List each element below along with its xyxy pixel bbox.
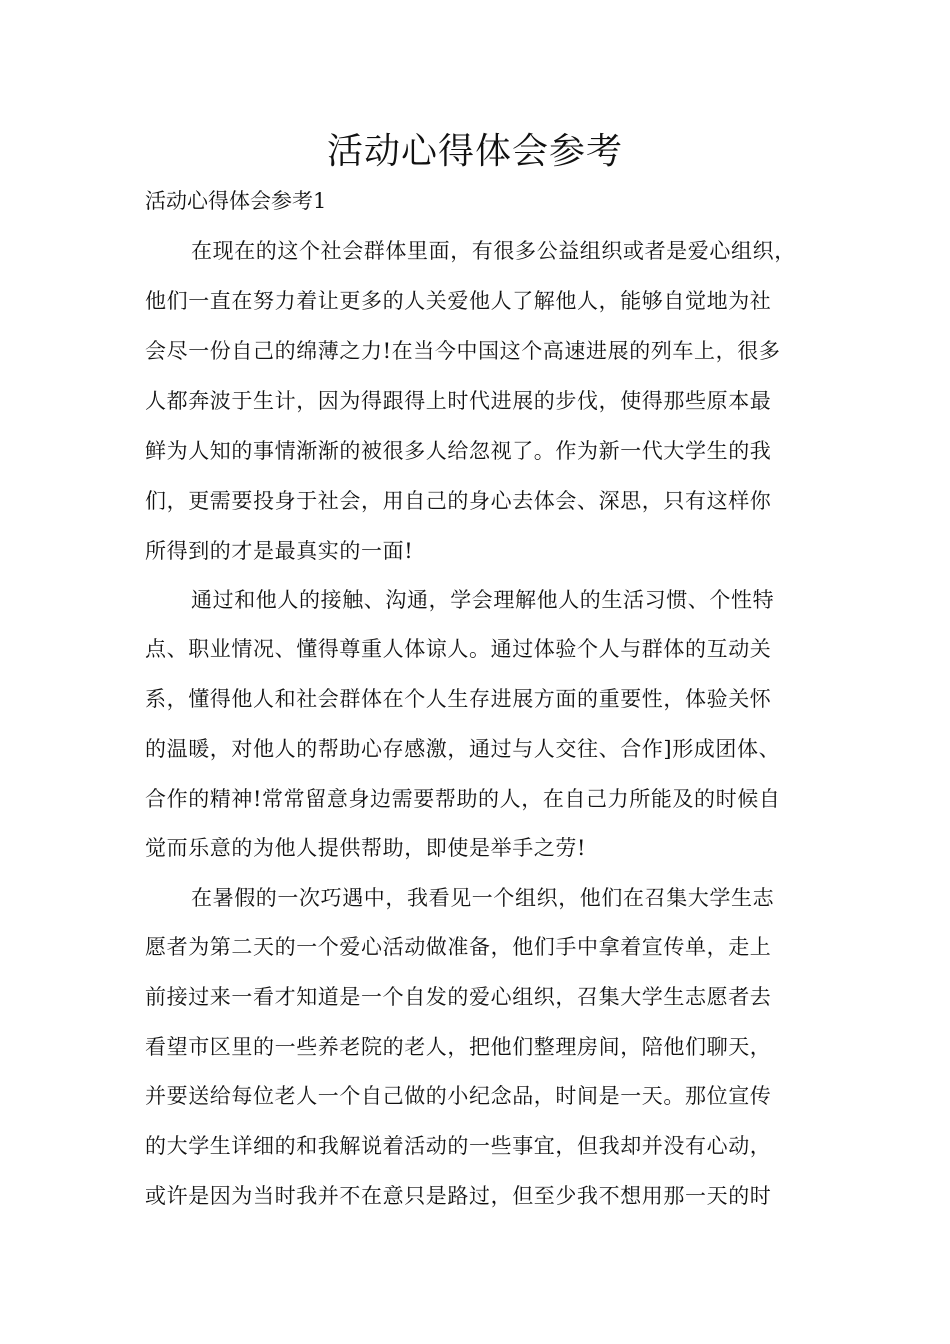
text-line: 在暑假的一次巧遇中，我看见一个组织，他们在召集大学生志 xyxy=(191,886,775,910)
text-line: 并要送给每位老人一个自己做的小纪念品，时间是一天。那位宣传 xyxy=(145,1084,772,1108)
text-line: 的温暖，对他人的帮助心存感激，通过与人交往、合作]形成团体、 xyxy=(145,737,781,761)
document-title: 活动心得体会参考 xyxy=(326,131,623,172)
text-line: 所得到的才是最真实的一面! xyxy=(145,539,414,563)
text-line: 愿者为第二天的一个爱心活动做准备，他们手中拿着宣传单，走上 xyxy=(145,935,772,959)
text-line: 合作的精神!常常留意身边需要帮助的人，在自己力所能及的时候自 xyxy=(145,787,781,811)
text-line: 前接过来一看才知道是一个自发的爱心组织，召集大学生志愿者去 xyxy=(145,985,772,1009)
section-heading: 活动心得体会参考1 xyxy=(145,189,327,213)
text-line: 点、职业情况、懂得尊重人体谅人。通过体验个人与群体的互动关 xyxy=(145,637,772,661)
text-line: 的大学生详细的和我解说着活动的一些事宜，但我却并没有心动， xyxy=(145,1134,772,1158)
text-line: 系，懂得他人和社会群体在个人生存进展方面的重要性，体验关怀 xyxy=(145,687,772,711)
text-line: 通过和他人的接触、沟通，学会理解他人的生活习惯、个性特 xyxy=(191,588,775,612)
text-line: 在现在的这个社会群体里面，有很多公益组织或者是爱心组织， xyxy=(191,239,796,263)
text-line: 他们一直在努力着让更多的人关爱他人了解他人，能够自觉地为社 xyxy=(145,289,772,313)
text-line: 或许是因为当时我并不在意只是路过，但至少我不想用那一天的时 xyxy=(145,1184,772,1208)
text-line: 们，更需要投身于社会，用自己的身心去体会、深思，只有这样你 xyxy=(145,489,772,513)
text-line: 人都奔波于生计，因为得跟得上时代进展的步伐，使得那些原本最 xyxy=(145,389,772,413)
text-line: 看望市区里的一些养老院的老人，把他们整理房间，陪他们聊天， xyxy=(145,1035,772,1059)
text-line: 觉而乐意的为他人提供帮助，即使是举手之劳! xyxy=(145,836,587,860)
text-line: 鲜为人知的事情渐渐的被很多人给忽视了。作为新一代大学生的我 xyxy=(145,439,772,463)
text-line: 会尽一份自己的绵薄之力!在当今中国这个高速进展的列车上，很多 xyxy=(145,339,781,363)
